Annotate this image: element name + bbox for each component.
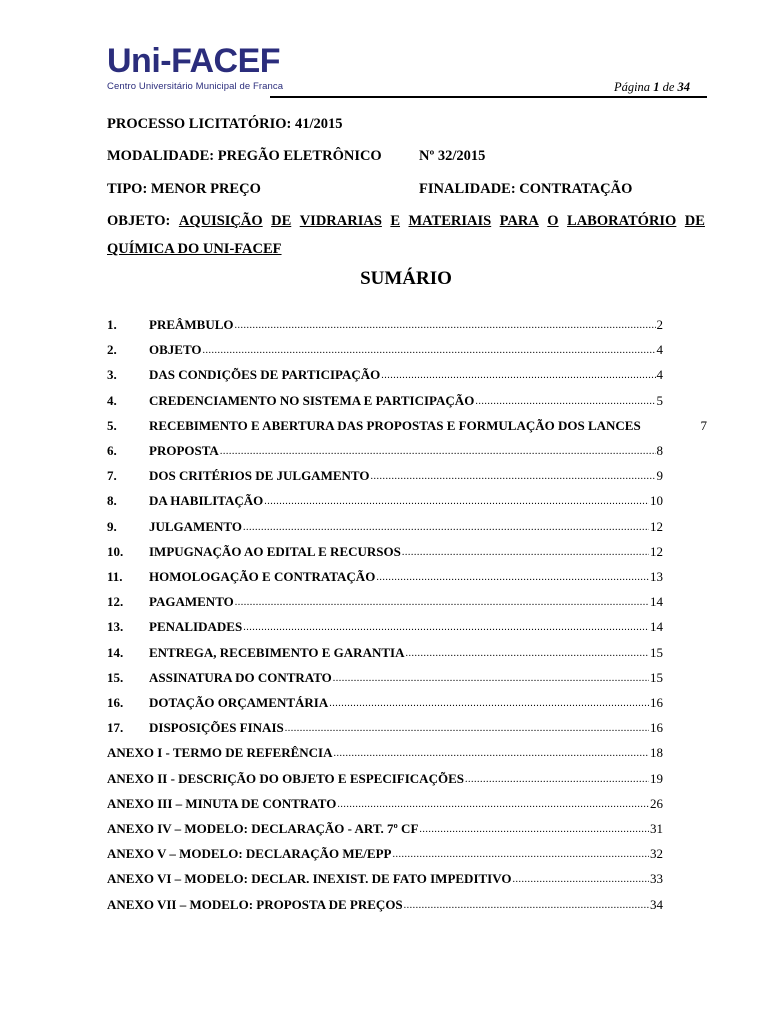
toc-dot-leader bbox=[243, 522, 649, 533]
toc-entry[interactable] bbox=[107, 711, 663, 736]
toc-dot-leader bbox=[392, 849, 649, 860]
toc-entry[interactable] bbox=[107, 610, 663, 635]
toc-entry[interactable] bbox=[107, 585, 663, 610]
toc-dot-leader bbox=[203, 345, 656, 356]
toc-entry-number: 13. bbox=[107, 619, 124, 635]
toc-entry-number: 6. bbox=[107, 443, 117, 458]
toc-entry-page: 5 bbox=[656, 392, 663, 408]
toc-dot-leader bbox=[419, 824, 649, 835]
toc-entry-page: 13 bbox=[650, 569, 663, 584]
toc-dot-leader bbox=[333, 748, 649, 759]
toc-entry[interactable] bbox=[107, 888, 663, 913]
toc-entry-page: 8 bbox=[656, 443, 663, 458]
toc-entry-page: 14 bbox=[650, 619, 663, 635]
toc-entry-label: DISPOSIÇÕES FINAIS bbox=[149, 720, 284, 736]
toc-dot-leader bbox=[329, 698, 649, 709]
toc-entry-page: 12 bbox=[650, 518, 663, 534]
toc-entry[interactable] bbox=[107, 762, 663, 787]
objeto-word: E bbox=[390, 213, 401, 229]
toc-entry-label: PROPOSTA bbox=[149, 443, 219, 458]
toc-entry-page: 4 bbox=[656, 367, 663, 383]
toc-dot-leader bbox=[370, 471, 655, 482]
toc-dot-leader bbox=[333, 673, 649, 684]
objeto-label: OBJETO: bbox=[107, 213, 171, 229]
toc-entry[interactable] bbox=[107, 812, 663, 837]
toc-entry-number: 12. bbox=[107, 594, 124, 610]
toc-entry[interactable] bbox=[107, 636, 663, 661]
toc-entry-page: 2 bbox=[656, 317, 663, 332]
page-total: 34 bbox=[677, 80, 690, 94]
toc-entry-page: 7 bbox=[700, 417, 707, 433]
toc-entry[interactable] bbox=[107, 686, 663, 711]
toc-entry-page: 34 bbox=[650, 896, 663, 912]
toc-entry-number: 15. bbox=[107, 669, 124, 685]
toc-entry-label: ANEXO III – MINUTA DE CONTRATO bbox=[107, 795, 337, 811]
toc-entry[interactable] bbox=[107, 384, 663, 409]
toc-dot-leader bbox=[404, 900, 649, 911]
toc-entry-label: RECEBIMENTO E ABERTURA DAS PROPOSTAS E FORMULAÇÃO DOS LANCES bbox=[149, 417, 641, 433]
toc-dot-leader bbox=[405, 648, 649, 659]
objeto-word: LABORATÓRIO bbox=[567, 213, 677, 229]
toc-entry-number: 8. bbox=[107, 493, 117, 509]
processo-line: PROCESSO LICITATÓRIO: 41/2015 bbox=[107, 116, 343, 132]
toc-entry-label: OBJETO bbox=[149, 342, 202, 358]
objeto-word: PARA bbox=[499, 213, 539, 229]
toc-entry-page: 16 bbox=[650, 720, 663, 736]
toc-entry-label: DOTAÇÃO ORÇAMENTÁRIA bbox=[149, 695, 329, 710]
toc-dot-leader bbox=[243, 622, 649, 633]
toc-dot-leader bbox=[376, 572, 649, 583]
toc-entry-page: 10 bbox=[650, 493, 663, 509]
numero-line: Nº 32/2015 bbox=[419, 148, 486, 164]
objeto-line-2: QUÍMICA DO UNI-FACEF bbox=[107, 241, 282, 257]
toc-entry-page: 33 bbox=[650, 871, 663, 887]
toc-dot-leader bbox=[512, 874, 649, 885]
objeto-word: DE bbox=[271, 213, 292, 229]
toc-entry-label: DAS CONDIÇÕES DE PARTICIPAÇÃO bbox=[149, 367, 381, 383]
toc-entry[interactable] bbox=[107, 837, 663, 862]
toc-entry-label: ANEXO IV – MODELO: DECLARAÇÃO - ART. 7º CF bbox=[107, 821, 419, 836]
page-title: SUMÁRIO bbox=[360, 268, 452, 289]
toc-entry-page: 4 bbox=[656, 342, 663, 358]
toc-entry-label: PREÂMBULO bbox=[149, 317, 234, 332]
toc-entry[interactable] bbox=[107, 459, 663, 484]
toc-entry-label: CREDENCIAMENTO NO SISTEMA E PARTICIPAÇÃO bbox=[149, 392, 475, 408]
toc-entry-number: 14. bbox=[107, 644, 124, 660]
toc-entry-number: 1. bbox=[107, 317, 117, 332]
toc-entry-label: PAGAMENTO bbox=[149, 594, 234, 610]
toc-dot-leader bbox=[264, 496, 649, 507]
toc-dot-leader bbox=[285, 723, 649, 734]
toc-entry-label: ANEXO II - DESCRIÇÃO DO OBJETO E ESPECIFICAÇÕES bbox=[107, 770, 464, 786]
toc-dot-leader bbox=[465, 774, 649, 785]
toc-dot-leader bbox=[220, 446, 656, 457]
toc-entry[interactable] bbox=[107, 358, 663, 383]
modalidade-line: MODALIDADE: PREGÃO ELETRÔNICO bbox=[107, 148, 382, 164]
toc-dot-leader bbox=[235, 320, 656, 331]
objeto-word: MATERIAIS bbox=[408, 213, 492, 229]
toc-entry-number: 11. bbox=[107, 569, 123, 584]
toc-entry-page: 15 bbox=[650, 644, 663, 660]
toc-entry-number: 2. bbox=[107, 342, 117, 358]
toc-entry-number: 3. bbox=[107, 367, 117, 383]
objeto-word: AQUISIÇÃO bbox=[178, 213, 263, 229]
toc-entry[interactable] bbox=[107, 661, 663, 686]
toc-entry-label: ASSINATURA DO CONTRATO bbox=[149, 669, 332, 685]
toc-entry-page: 26 bbox=[650, 795, 663, 811]
toc-entry[interactable] bbox=[107, 736, 663, 761]
page-current: 1 bbox=[653, 80, 660, 94]
toc-dot-leader bbox=[381, 370, 655, 381]
toc-dot-leader bbox=[402, 547, 649, 558]
toc-entry-label: DA HABILITAÇÃO bbox=[149, 493, 264, 509]
header-rule bbox=[270, 96, 707, 98]
toc-entry[interactable] bbox=[107, 787, 663, 812]
toc-entry[interactable] bbox=[107, 434, 663, 459]
toc-entry-number: 16. bbox=[107, 695, 124, 710]
toc-entry-page: 19 bbox=[650, 770, 663, 786]
toc-entry-label: PENALIDADES bbox=[149, 619, 243, 635]
toc-entry[interactable] bbox=[107, 409, 707, 434]
page-of: de bbox=[662, 80, 675, 94]
toc-entry-page: 14 bbox=[650, 594, 663, 610]
finalidade-line: FINALIDADE: CONTRATAÇÃO bbox=[419, 181, 633, 197]
page-indicator bbox=[614, 80, 690, 95]
toc-entry-page: 12 bbox=[650, 543, 663, 559]
toc-dot-leader bbox=[235, 597, 649, 608]
tipo-line: TIPO: MENOR PREÇO bbox=[107, 181, 261, 197]
toc-entry[interactable] bbox=[107, 510, 663, 535]
toc-entry-number: 7. bbox=[107, 468, 117, 484]
toc-entry[interactable] bbox=[107, 535, 663, 560]
toc-entry-label: HOMOLOGAÇÃO E CONTRATAÇÃO bbox=[149, 569, 376, 584]
uni-facef-logo bbox=[107, 44, 283, 92]
objeto-word: DE bbox=[684, 213, 705, 229]
toc-entry-label: ANEXO VI – MODELO: DECLAR. INEXIST. DE FATO IMPEDITIVO bbox=[107, 871, 512, 887]
toc-entry[interactable] bbox=[107, 862, 663, 887]
toc-entry-page: 15 bbox=[650, 669, 663, 685]
toc-entry-number: 5. bbox=[107, 417, 117, 433]
objeto-word: VIDRARIAS bbox=[299, 213, 382, 229]
logo-wordmark: Uni-FACEF bbox=[107, 42, 281, 80]
toc-entry-number: 9. bbox=[107, 518, 117, 534]
toc-entry[interactable] bbox=[107, 308, 663, 333]
toc-entry-label: JULGAMENTO bbox=[149, 518, 242, 534]
objeto-line-1 bbox=[107, 213, 705, 230]
logo-subtitle: Centro Universitário Municipal de Franca bbox=[107, 81, 284, 92]
toc-entry-label: DOS CRITÉRIOS DE JULGAMENTO bbox=[149, 468, 370, 484]
toc-dot-leader bbox=[475, 396, 655, 407]
toc-entry-label: ENTREGA, RECEBIMENTO E GARANTIA bbox=[149, 644, 405, 660]
toc-entry-label: IMPUGNAÇÃO AO EDITAL E RECURSOS bbox=[149, 543, 401, 559]
toc-dot-leader bbox=[337, 799, 649, 810]
toc-entry[interactable] bbox=[107, 484, 663, 509]
toc-entry-page: 16 bbox=[650, 695, 663, 710]
toc-entry-page: 9 bbox=[656, 468, 663, 484]
toc-entry-number: 17. bbox=[107, 720, 124, 736]
toc-entry-number: 4. bbox=[107, 392, 117, 408]
toc-entry-page: 31 bbox=[650, 821, 663, 836]
toc-entry[interactable] bbox=[107, 333, 663, 358]
toc-entry-number: 10. bbox=[107, 543, 124, 559]
toc-entry-page: 32 bbox=[650, 846, 663, 862]
page-label: Página bbox=[613, 80, 651, 94]
toc-entry-label: ANEXO V – MODELO: DECLARAÇÃO ME/EPP bbox=[107, 846, 392, 862]
toc-entry-page: 18 bbox=[650, 745, 663, 761]
toc-entry-label: ANEXO I - TERMO DE REFERÊNCIA bbox=[107, 745, 333, 761]
toc-entry[interactable] bbox=[107, 560, 663, 585]
objeto-word: O bbox=[547, 213, 559, 229]
toc-entry-label: ANEXO VII – MODELO: PROPOSTA DE PREÇOS bbox=[107, 896, 403, 912]
